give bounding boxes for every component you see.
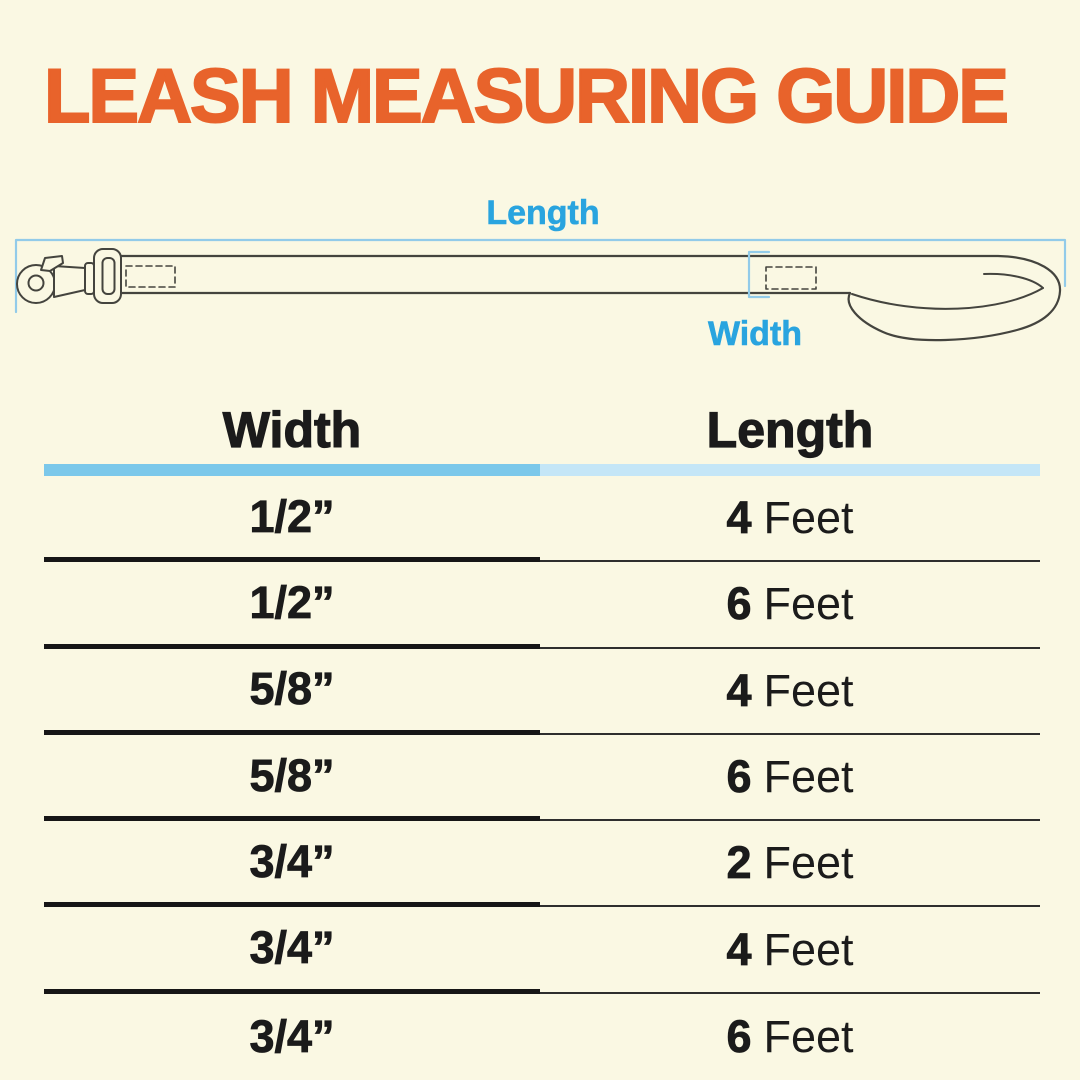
column-header-width: Width: [222, 401, 362, 458]
page-title: LEASH MEASURING GUIDE: [44, 54, 1007, 139]
table-row: [44, 476, 1040, 562]
length-value-cell: [540, 821, 1040, 907]
header-underline-right: [540, 464, 1040, 476]
table-row: [44, 821, 1040, 907]
length-unit: Feet: [763, 664, 854, 716]
leash-strap-top: [118, 256, 1060, 340]
length-unit: Feet: [763, 578, 854, 630]
length-value-cell: [540, 649, 1040, 735]
clasp-end-slot: [103, 258, 115, 294]
length-number: 4: [726, 492, 752, 544]
width-value-cell: 1/2”: [44, 562, 540, 648]
table-row: [44, 735, 1040, 821]
length-bracket-line: [16, 240, 1065, 312]
length-number: 4: [726, 664, 752, 716]
length-value-cell: [540, 476, 1040, 562]
width-label: Width: [707, 315, 803, 353]
column-header-length: Length: [706, 401, 874, 458]
handle-inner-edge: [852, 288, 1043, 309]
width-value-cell: 1/2”: [44, 476, 540, 562]
table-row: [44, 907, 1040, 993]
width-value-cell: 5/8”: [44, 735, 540, 821]
stitch-box-clasp: [126, 266, 175, 287]
length-unit: Feet: [763, 1010, 854, 1062]
length-label: Length: [486, 194, 600, 232]
width-value-cell: 3/4”: [44, 821, 540, 907]
length-value-cell: [540, 907, 1040, 993]
width-value-cell: 3/4”: [249, 1010, 335, 1062]
length-number: 4: [726, 923, 752, 975]
length-unit: Feet: [763, 923, 854, 975]
handle-fold-line: [984, 274, 1043, 288]
header-underline-bar: [44, 464, 1040, 476]
length-unit: Feet: [763, 492, 854, 544]
table-header-row: [44, 397, 1040, 462]
leash-illustration: [0, 228, 1080, 360]
swivel-collar: [85, 263, 94, 294]
table-row: [44, 994, 1040, 1080]
hook-ring-hole: [29, 276, 44, 291]
length-unit: Feet: [763, 751, 854, 803]
length-number: 6: [726, 751, 752, 803]
size-table: [44, 397, 1040, 1080]
length-value-cell: [540, 735, 1040, 821]
stitch-box-handle: [766, 267, 816, 289]
width-value-cell: 3/4”: [44, 907, 540, 993]
width-value-cell: 5/8”: [44, 649, 540, 735]
table-row: [44, 562, 1040, 648]
length-unit: Feet: [763, 837, 854, 889]
length-number: 2: [726, 837, 752, 889]
snap-hook-clasp: [17, 249, 121, 303]
length-value-cell: [540, 994, 1040, 1080]
table-row: [44, 649, 1040, 735]
length-number: 6: [726, 1010, 752, 1062]
table-body: [44, 476, 1040, 1080]
hook-body: [54, 266, 85, 297]
length-value-cell: [540, 562, 1040, 648]
header-underline-left: [44, 464, 540, 476]
length-number: 6: [726, 578, 752, 630]
